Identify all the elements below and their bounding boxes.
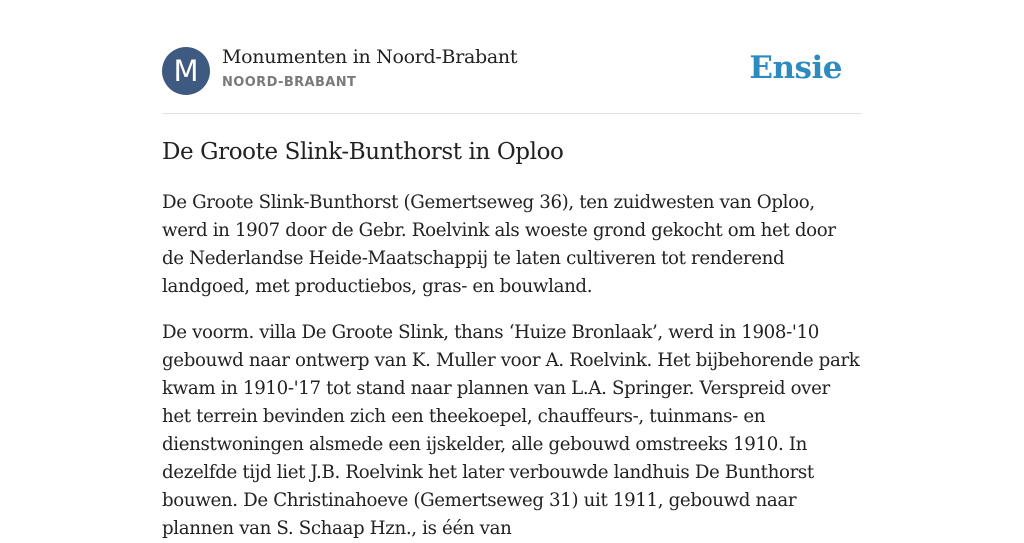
avatar[interactable]: M [162, 47, 210, 95]
site-subtitle[interactable]: NOORD-BRABANT [222, 75, 357, 90]
article-paragraph: De Groote Slink-Bunthorst (Gemertseweg 36), ten zuidwesten van Oploo, werd in 1907 door de Gebr. Roelvink als woeste grond gekocht om het door de Nederlandse Heide-Maatschappij te laten cultiveren tot renderend landgoed, met productiebos, gras- en bouwland. [162, 192, 836, 297]
site-title[interactable]: Monumenten in Noord-Brabant [222, 46, 518, 68]
site-header [162, 0, 862, 114]
article-title: De Groote Slink-Bunthorst in Oploo [162, 139, 564, 165]
article-paragraph: De voorm. villa De Groote Slink, thans ‘Huize Bronlaak’, werd in 1908-'10 gebouwd naar ontwerp van K. Muller voor A. Roelvink. Het bijbehorende park kwam in 1910-'17 tot stand naar plannen van L.A. Springer. Verspreid over het terrein bevinden zich een theekoepel, chauffeurs-, tuinmans- en dienstwoningen alsmede een ijskelder, alle gebouwd omstreeks 1910. In dezelfde tijd liet J.B. Roelvink het later verbouwde landhuis De Bunthorst bouwen. De Christinahoeve (Gemertseweg 31) uit 1911, gebouwd naar plannen van S. Schaap Hzn., is één van [162, 322, 860, 539]
brand-logo[interactable]: Ensie [749, 50, 842, 86]
page-container [162, 0, 862, 543]
